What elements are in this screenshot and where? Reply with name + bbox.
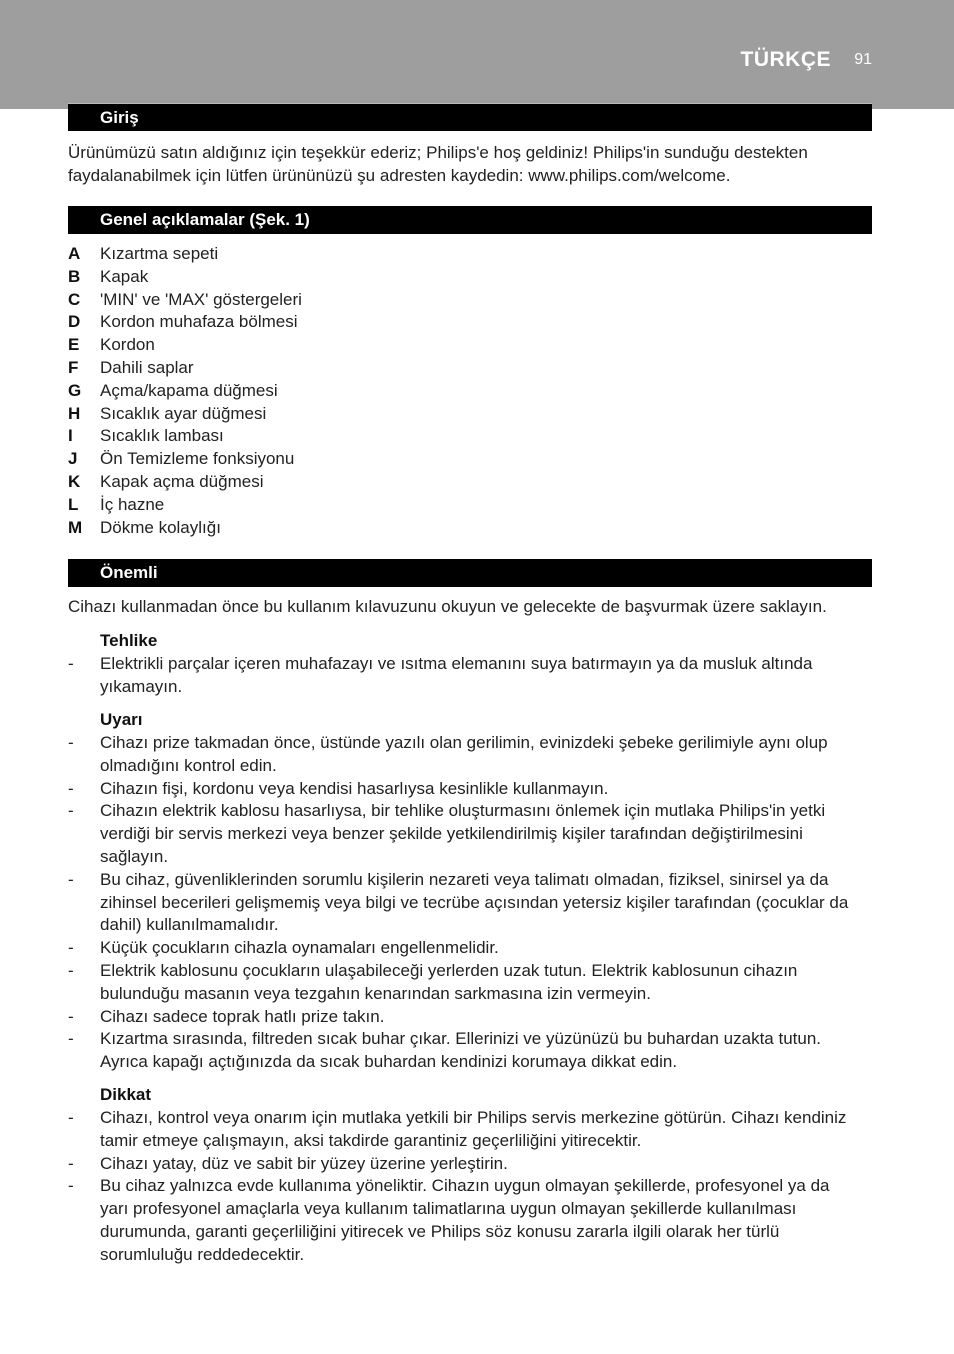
intro-paragraph: Ürünümüzü satın aldığınız için teşekkür ederiz; Philips'e hoş geldiniz! Philips'in sunduğu destekten faydalanabilmek için lütfen ürününüzü şu adresten kaydedin: www.philips.com/welcome.	[68, 143, 808, 185]
list-item	[68, 1028, 860, 1074]
part-item	[68, 494, 768, 517]
list-item	[68, 937, 860, 960]
part-letter: K	[68, 471, 81, 491]
part-label: İç hazne	[100, 494, 165, 514]
part-label: Sıcaklık lambası	[100, 426, 224, 446]
subheading-dikkat: Dikkat	[100, 1085, 152, 1104]
tehlike-list	[68, 653, 860, 699]
list-item-text: Cihazı sadece toprak hatlı prize takın.	[100, 1006, 385, 1026]
subheading-uyari: Uyarı	[100, 710, 143, 729]
list-item-text: Cihazı prize takmadan önce, üstünde yazılı olan gerilimin, evinizdeki şebeke gerilimiyle aynı olup olmadığını kontrol edin.	[100, 733, 828, 775]
bullet-dash: -	[68, 1029, 74, 1049]
list-item	[68, 1006, 860, 1029]
bullet-dash: -	[68, 778, 74, 798]
part-letter: G	[68, 380, 82, 400]
parts-list	[68, 243, 768, 539]
part-letter: H	[68, 403, 81, 423]
part-letter: C	[68, 289, 81, 309]
list-item	[68, 778, 860, 801]
bullet-dash: -	[68, 733, 74, 752]
list-item	[68, 1107, 860, 1153]
part-letter: D	[68, 312, 81, 332]
uyari-list	[68, 732, 860, 1074]
part-item	[68, 380, 768, 403]
bullet-dash: -	[68, 1006, 74, 1026]
section-header-genel: Genel açıklamalar (Şek. 1)	[68, 206, 872, 234]
part-item	[68, 311, 768, 334]
part-letter: F	[68, 357, 79, 377]
part-item	[68, 425, 768, 448]
part-item	[68, 243, 768, 266]
part-letter: L	[68, 494, 79, 514]
section-header-onemli: Önemli	[68, 559, 872, 587]
part-item	[68, 403, 768, 426]
part-item	[68, 471, 768, 494]
dikkat-list	[68, 1107, 860, 1267]
important-intro: Cihazı kullanmadan önce bu kullanım kılavuzunu okuyun ve gelecekte de başvurmak üzere saklayın.	[68, 597, 827, 616]
part-item	[68, 334, 768, 357]
list-item	[68, 1153, 860, 1176]
list-item-text: Cihazın elektrik kablosu hasarlıysa, bir tehlike oluşturmasını önlemek için mutlaka Philips'in yetki verdiği bir servis merkezi veya benzer şekilde yetkilendirilmiş kişiler tarafından değiştirilmesini sağlayın.	[100, 801, 826, 866]
list-item	[68, 653, 860, 699]
bullet-dash: -	[68, 869, 74, 889]
part-letter: J	[68, 449, 78, 469]
part-label: Dökme kolaylığı	[100, 517, 221, 537]
part-label: Sıcaklık ayar düğmesi	[100, 403, 267, 423]
bullet-dash: -	[68, 1176, 74, 1196]
bullet-dash: -	[68, 960, 74, 980]
part-letter: A	[68, 244, 81, 263]
part-letter: M	[68, 517, 83, 537]
part-label: Kapak açma düğmesi	[100, 471, 264, 491]
bullet-dash: -	[68, 654, 74, 673]
part-item	[68, 357, 768, 380]
list-item	[68, 960, 860, 1006]
section-header-giris: Giriş	[68, 103, 872, 131]
list-item	[68, 1175, 860, 1266]
list-item-text: Bu cihaz yalnızca evde kullanıma yöneliktir. Cihazın uygun olmayan şekillerde, profesyonel ya da yarı profesyonel amaçlarla veya kullanım talimatlarına uygun olmayan şekillerde kullanılması durumunda, garanti geçerliliğini yitirecek ve Philips söz konusu zararla ilgili olarak her türlü sorumluluğu reddedecektir.	[100, 1176, 830, 1264]
part-item	[68, 266, 768, 289]
page-number: 91	[854, 51, 872, 68]
part-label: Kordon muhafaza bölmesi	[100, 312, 298, 332]
language-title: TÜRKÇE	[740, 48, 831, 71]
bullet-dash: -	[68, 801, 74, 821]
header-band	[0, 0, 954, 109]
part-label: Kordon	[100, 335, 155, 355]
part-label: Kapak	[100, 266, 149, 286]
part-label: Kızartma sepeti	[100, 244, 219, 263]
part-letter: B	[68, 266, 81, 286]
list-item-text: Bu cihaz, güvenliklerinden sorumlu kişilerin nezareti veya talimatı olmadan, fiziksel, sinirsel ya da zihinsel becerileri gelişmemiş veya bilgi ve tecrübe açısından yetersiz kişiler tarafından (çocuklar da dahil) kullanılmamalıdır.	[100, 869, 849, 935]
list-item-text: Elektrikli parçalar içeren muhafazayı ve ısıtma elemanını suya batırmayın ya da musluk altında yıkamayın.	[100, 654, 813, 696]
list-item	[68, 732, 860, 778]
list-item-text: Elektrik kablosunu çocukların ulaşabileceği yerlerden uzak tutun. Elektrik kablosunun cihazın bulunduğu masanın veya tezgahın kenarından sarkmasına izin vermeyin.	[100, 960, 798, 1003]
list-item-text: Cihazı yatay, düz ve sabit bir yüzey üzerine yerleştirin.	[100, 1153, 508, 1173]
part-item	[68, 517, 768, 540]
bullet-dash: -	[68, 1108, 74, 1127]
part-letter: I	[68, 426, 73, 446]
list-item	[68, 869, 860, 937]
part-label: Ön Temizleme fonksiyonu	[100, 449, 295, 469]
list-item-text: Küçük çocukların cihazla oynamaları engellenmelidir.	[100, 938, 499, 958]
part-item	[68, 289, 768, 312]
part-label: 'MIN' ve 'MAX' göstergeleri	[100, 289, 302, 309]
bullet-dash: -	[68, 938, 74, 958]
part-label: Açma/kapama düğmesi	[100, 380, 278, 400]
part-item	[68, 448, 768, 471]
subheading-tehlike: Tehlike	[100, 631, 158, 650]
bullet-dash: -	[68, 1153, 74, 1173]
part-label: Dahili saplar	[100, 357, 194, 377]
list-item	[68, 800, 860, 868]
list-item-text: Cihazı, kontrol veya onarım için mutlaka yetkili bir Philips servis merkezine götürün. Cihazı kendiniz tamir etmeye çalışmayın, aksi takdirde garantiniz geçerliliğini yitirecektir.	[100, 1108, 847, 1150]
list-item-text: Kızartma sırasında, filtreden sıcak buhar çıkar. Ellerinizi ve yüzünüzü bu buhardan uzakta tutun. Ayrıca kapağı açtığınızda da sıcak buhardan kendinizi korumaya dikkat edin.	[100, 1029, 821, 1072]
list-item-text: Cihazın fişi, kordonu veya kendisi hasarlıysa kesinlikle kullanmayın.	[100, 778, 609, 798]
part-letter: E	[68, 335, 80, 355]
